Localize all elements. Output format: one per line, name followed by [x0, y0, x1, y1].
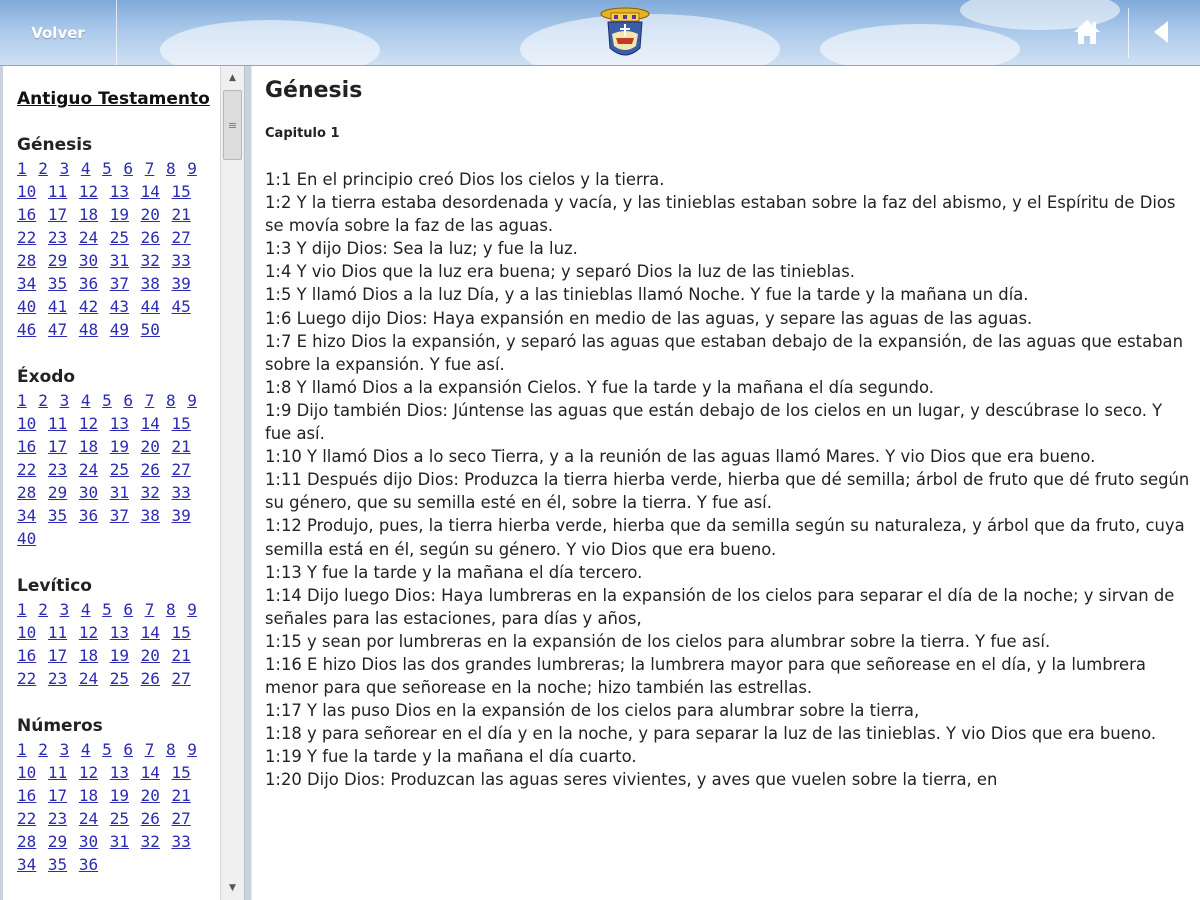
chapter-links	[17, 738, 217, 876]
verse-line: 1:6 Luego dijo Dios: Haya expansión en medio de las aguas, y separe las aguas de las aguas.	[265, 308, 1033, 328]
book-name: Éxodo	[17, 367, 76, 387]
chapter-link[interactable]: 12	[78, 763, 99, 782]
verse-list	[265, 168, 1190, 792]
chapter-link[interactable]: 15	[171, 623, 191, 642]
chapter-link[interactable]: 9	[187, 740, 197, 759]
chapter-link[interactable]: 3	[59, 740, 70, 759]
chapter-link[interactable]: 13	[109, 763, 129, 782]
chapter-link[interactable]: 32	[140, 251, 160, 270]
chapter-link[interactable]: 4	[80, 391, 91, 410]
chapter-link[interactable]: 20	[140, 437, 160, 456]
verse-line: 1:1 En el principio creó Dios los cielos y la tierra.	[265, 170, 665, 189]
triangle-left-icon	[1150, 19, 1172, 45]
chapter-link[interactable]: 27	[171, 460, 191, 479]
chapter-link[interactable]: 8	[165, 740, 176, 759]
chapter-link[interactable]: 33	[171, 483, 191, 502]
verse-line: 1:4 Y vio Dios que la luz era buena; y separó Dios la luz de las tinieblas.	[265, 262, 855, 282]
chapter-link[interactable]: 6	[123, 391, 134, 410]
chapter-link[interactable]: 34	[17, 506, 37, 525]
chapter-link[interactable]: 1	[17, 600, 27, 619]
chapter-link[interactable]: 31	[109, 832, 129, 851]
back-button-label: Volver	[31, 24, 85, 42]
book-name: Números	[17, 716, 103, 736]
chapter-link[interactable]: 23	[47, 669, 68, 688]
chapter-label: Capitulo 1	[265, 126, 340, 141]
chapter-link[interactable]: 47	[47, 320, 68, 339]
chapter-link[interactable]: 20	[140, 205, 160, 224]
chapter-link[interactable]: 30	[78, 251, 99, 270]
pane-divider[interactable]	[244, 66, 252, 900]
chapter-link[interactable]: 19	[109, 786, 129, 805]
chapter-link[interactable]: 10	[17, 763, 37, 782]
chapter-link[interactable]: 27	[171, 669, 191, 688]
chapter-link[interactable]: 14	[140, 414, 160, 433]
chapter-link[interactable]: 26	[140, 460, 160, 479]
chapter-link[interactable]: 22	[17, 669, 37, 688]
verse-line: 1:3 Y dijo Dios: Sea la luz; y fue la luz.	[265, 239, 578, 259]
chapter-link[interactable]: 14	[140, 623, 160, 642]
church-emblem-logo	[596, 4, 654, 64]
chapter-link[interactable]: 7	[144, 740, 155, 759]
chapter-link[interactable]: 2	[38, 391, 48, 410]
chapter-link[interactable]: 37	[109, 506, 129, 525]
chapter-link[interactable]: 4	[80, 159, 91, 178]
chapter-link[interactable]: 7	[144, 600, 155, 619]
chapter-link[interactable]: 45	[171, 297, 191, 316]
chapter-link[interactable]: 44	[140, 297, 160, 316]
chapter-link[interactable]: 22	[17, 809, 37, 828]
testament-title[interactable]: Antiguo Testamento	[17, 89, 210, 109]
chapter-link[interactable]: 32	[140, 483, 160, 502]
chapter-link[interactable]: 25	[109, 669, 129, 688]
chapter-link[interactable]: 2	[38, 600, 48, 619]
chapter-link[interactable]: 37	[109, 274, 129, 293]
chapter-link[interactable]: 28	[17, 251, 37, 270]
verse-line: 1:9 Dijo también Dios: Júntense las aguas que están debajo de los cielos en un lugar, y descúbrase lo seco. Y fue así.	[265, 400, 1163, 444]
chapter-link[interactable]: 3	[59, 391, 70, 410]
chapter-link[interactable]: 24	[78, 460, 99, 479]
chapter-link[interactable]: 25	[109, 460, 129, 479]
chapter-link[interactable]: 36	[78, 855, 99, 874]
chapter-link[interactable]: 17	[47, 646, 68, 665]
scroll-down-arrow-icon[interactable]: ▼	[229, 883, 236, 893]
verse-line: 1:13 Y fue la tarde y la mañana el día tercero.	[265, 562, 643, 582]
book-section	[17, 714, 220, 876]
chapter-link[interactable]: 23	[47, 228, 68, 247]
chapter-link[interactable]: 15	[171, 414, 191, 433]
chapter-link[interactable]: 25	[109, 228, 129, 247]
chapter-link[interactable]: 18	[78, 205, 99, 224]
chapter-link[interactable]: 35	[47, 506, 68, 525]
chapter-link[interactable]: 8	[165, 391, 176, 410]
chapter-link[interactable]: 10	[17, 182, 37, 201]
chapter-link[interactable]: 18	[78, 437, 99, 456]
chapter-link[interactable]: 14	[140, 182, 160, 201]
chapter-link[interactable]: 10	[17, 623, 37, 642]
chapter-link[interactable]: 7	[144, 159, 155, 178]
verse-line: 1:11 Después dijo Dios: Produzca la tierra hierba verde, hierba que dé semilla; árbol de fruto que dé fruto según su género, que su semilla esté en él, sobre la tierra. Y fue así.	[265, 470, 1190, 513]
chapter-link[interactable]: 3	[59, 600, 70, 619]
chapter-link[interactable]: 5	[102, 159, 112, 178]
chapter-link[interactable]: 20	[140, 786, 160, 805]
verse-line: 1:17 Y las puso Dios en la expansión de los cielos para alumbrar sobre la tierra,	[265, 701, 920, 721]
chapter-link[interactable]: 31	[109, 483, 129, 502]
chapter-link[interactable]: 5	[102, 600, 112, 619]
chapter-link[interactable]: 28	[17, 483, 37, 502]
verse-line: 1:5 Y llamó Dios a la luz Día, y a las tinieblas llamó Noche. Y fue la tarde y la mañana un día.	[265, 285, 1029, 305]
chapter-link[interactable]: 38	[140, 274, 160, 293]
chapter-link[interactable]: 23	[47, 809, 68, 828]
verse-line: 1:18 y para señorear en el día y en la noche, y para separar la luz de las tinieblas. Y vio Dios que era bueno.	[265, 724, 1157, 744]
back-button[interactable]	[0, 0, 117, 66]
chapter-link[interactable]: 9	[187, 159, 197, 178]
chapter-link[interactable]: 40	[17, 529, 37, 548]
top-header	[0, 0, 1200, 66]
scroll-up-arrow-icon[interactable]: ▲	[229, 73, 236, 83]
chapter-links	[17, 598, 217, 690]
chapter-link[interactable]: 4	[80, 740, 91, 759]
chapter-link[interactable]: 1	[17, 391, 27, 410]
chapter-link[interactable]: 12	[78, 414, 99, 433]
chapter-link[interactable]: 21	[171, 205, 191, 224]
chapter-link[interactable]: 14	[140, 763, 160, 782]
chapter-link[interactable]: 21	[171, 786, 191, 805]
chapter-link[interactable]: 9	[187, 391, 197, 410]
chapter-link[interactable]: 15	[171, 182, 191, 201]
book-name: Génesis	[17, 135, 93, 155]
chapter-link[interactable]: 9	[187, 600, 197, 619]
chapter-link[interactable]: 17	[47, 786, 68, 805]
chapter-link[interactable]: 17	[47, 205, 68, 224]
book-title: Génesis	[265, 78, 363, 103]
chapter-link[interactable]: 24	[78, 228, 99, 247]
chapter-link[interactable]: 11	[47, 623, 68, 642]
verse-line: 1:8 Y llamó Dios a la expansión Cielos. Y fue la tarde y la mañana el día segundo.	[265, 377, 934, 397]
chapter-link[interactable]: 18	[78, 646, 99, 665]
chapter-link[interactable]: 24	[78, 809, 99, 828]
book-index-sidebar	[0, 66, 220, 900]
chapter-link[interactable]: 11	[47, 763, 68, 782]
chapter-link[interactable]: 35	[47, 855, 68, 874]
chapter-link[interactable]: 18	[78, 786, 99, 805]
verse-line: 1:10 Y llamó Dios a lo seco Tierra, y a la reunión de las aguas llamó Mares. Y vio Dios que era bueno.	[265, 447, 1096, 467]
chapter-link[interactable]: 29	[47, 251, 68, 270]
chapter-links	[17, 389, 217, 550]
chapter-link[interactable]: 7	[144, 391, 155, 410]
chapter-link[interactable]: 42	[78, 297, 99, 316]
chapter-link[interactable]: 40	[17, 297, 37, 316]
chapter-link[interactable]: 8	[165, 159, 176, 178]
chapter-link[interactable]: 43	[109, 297, 129, 316]
chapter-link[interactable]: 12	[78, 182, 99, 201]
chapter-link[interactable]: 16	[17, 646, 37, 665]
chapter-link[interactable]: 30	[78, 483, 99, 502]
verse-line: 1:2 Y la tierra estaba desordenada y vacía, y las tinieblas estaban sobre la faz del abismo, y el Espíritu de Dios se movía sobre la faz de las aguas.	[265, 193, 1176, 236]
chapter-link[interactable]: 21	[171, 437, 191, 456]
chapter-link[interactable]: 24	[78, 669, 99, 688]
chapter-link[interactable]: 31	[109, 251, 129, 270]
chapter-link[interactable]: 34	[17, 274, 37, 293]
chapter-link[interactable]: 12	[78, 623, 99, 642]
chapter-link[interactable]: 26	[140, 228, 160, 247]
book-section	[17, 133, 220, 341]
chapter-link[interactable]: 21	[171, 646, 191, 665]
chapter-link[interactable]: 36	[78, 506, 99, 525]
chapter-link[interactable]: 22	[17, 228, 37, 247]
verse-line: 1:12 Produjo, pues, la tierra hierba verde, hierba que da semilla según su naturaleza, y árbol que da fruto, cuya semilla está en él, según su género. Y vio Dios que era bueno.	[265, 516, 1185, 559]
previous-button[interactable]	[1136, 8, 1186, 56]
chapter-link[interactable]: 19	[109, 646, 129, 665]
chapter-link[interactable]: 19	[109, 205, 129, 224]
chapter-link[interactable]: 5	[102, 740, 112, 759]
chapter-link[interactable]: 1	[17, 159, 27, 178]
chapter-link[interactable]: 32	[140, 832, 160, 851]
chapter-link[interactable]: 1	[17, 740, 27, 759]
chapter-link[interactable]: 41	[47, 297, 68, 316]
verse-line: 1:20 Dijo Dios: Produzcan las aguas seres vivientes, y aves que vuelen sobre la tierra, en	[265, 770, 998, 790]
chapter-link[interactable]: 29	[47, 483, 68, 502]
chapter-link[interactable]: 22	[17, 460, 37, 479]
chapter-link[interactable]: 11	[47, 182, 68, 201]
chapter-link[interactable]: 23	[47, 460, 68, 479]
chapter-link[interactable]: 4	[80, 600, 91, 619]
chapter-link[interactable]: 28	[17, 832, 37, 851]
chapter-link[interactable]: 35	[47, 274, 68, 293]
chapter-link[interactable]: 19	[109, 437, 129, 456]
chapter-link[interactable]: 17	[47, 437, 68, 456]
chapter-link[interactable]: 33	[171, 251, 191, 270]
chapter-link[interactable]: 49	[109, 320, 129, 339]
chapter-link[interactable]: 8	[165, 600, 176, 619]
chapter-link[interactable]: 16	[17, 786, 37, 805]
chapter-link[interactable]: 34	[17, 855, 37, 874]
verse-line: 1:16 E hizo Dios las dos grandes lumbreras; la lumbrera mayor para que señorease en el día, y la lumbrera menor para que señorease en la noche; hizo también las estrellas.	[265, 654, 1146, 698]
chapter-link[interactable]: 26	[140, 669, 160, 688]
book-section	[17, 365, 220, 550]
chapter-link[interactable]: 15	[171, 763, 191, 782]
chapter-link[interactable]: 30	[78, 832, 99, 851]
book-name: Levítico	[17, 576, 92, 596]
chapter-link[interactable]: 36	[78, 274, 99, 293]
chapter-link[interactable]: 26	[140, 809, 160, 828]
chapter-link[interactable]: 39	[171, 274, 191, 293]
verse-line: 1:7 E hizo Dios la expansión, y separó las aguas que estaban debajo de la expansión, de las aguas que estaban sobre la expansión. Y fue así.	[265, 331, 1183, 374]
chapter-link[interactable]: 29	[47, 832, 68, 851]
chapter-link[interactable]: 27	[171, 228, 191, 247]
book-list	[17, 133, 220, 876]
scrollbar-thumb[interactable]: ≡	[223, 90, 242, 160]
chapter-link[interactable]: 38	[140, 506, 160, 525]
chapter-link[interactable]: 6	[123, 159, 134, 178]
chapter-content	[252, 66, 1200, 900]
chapter-link[interactable]: 20	[140, 646, 160, 665]
chapter-link[interactable]: 13	[109, 623, 129, 642]
home-button[interactable]	[1062, 8, 1112, 56]
chapter-links	[17, 157, 217, 341]
header-separator	[1128, 8, 1129, 58]
book-section	[17, 574, 220, 690]
chapter-link[interactable]: 6	[123, 740, 134, 759]
chapter-link[interactable]: 50	[140, 320, 160, 339]
chapter-link[interactable]: 5	[102, 391, 112, 410]
chapter-link[interactable]: 33	[171, 832, 191, 851]
verse-line: 1:14 Dijo luego Dios: Haya lumbreras en la expansión de los cielos para separar el día de la noche; y sirvan de señales para las estaciones, para días y años,	[265, 585, 1175, 628]
chapter-link[interactable]: 39	[171, 506, 191, 525]
chapter-link[interactable]: 2	[38, 159, 48, 178]
verse-line: 1:15 y sean por lumbreras en la expansión de los cielos para alumbrar sobre la tierra. Y fue así.	[265, 631, 1051, 651]
sidebar-scrollbar[interactable]	[220, 66, 244, 900]
chapter-link[interactable]: 16	[17, 205, 37, 224]
chapter-link[interactable]: 13	[109, 414, 129, 433]
chapter-link[interactable]: 3	[59, 159, 70, 178]
chapter-link[interactable]: 46	[17, 320, 37, 339]
chapter-link[interactable]: 10	[17, 414, 37, 433]
chapter-link[interactable]: 13	[109, 182, 129, 201]
chapter-link[interactable]: 2	[38, 740, 48, 759]
home-icon	[1072, 18, 1102, 46]
chapter-link[interactable]: 11	[47, 414, 68, 433]
chapter-link[interactable]: 48	[78, 320, 99, 339]
chapter-link[interactable]: 25	[109, 809, 129, 828]
verse-line: 1:19 Y fue la tarde y la mañana el día cuarto.	[265, 747, 637, 767]
chapter-link[interactable]: 27	[171, 809, 191, 828]
chapter-link[interactable]: 16	[17, 437, 37, 456]
chapter-link[interactable]: 6	[123, 600, 134, 619]
